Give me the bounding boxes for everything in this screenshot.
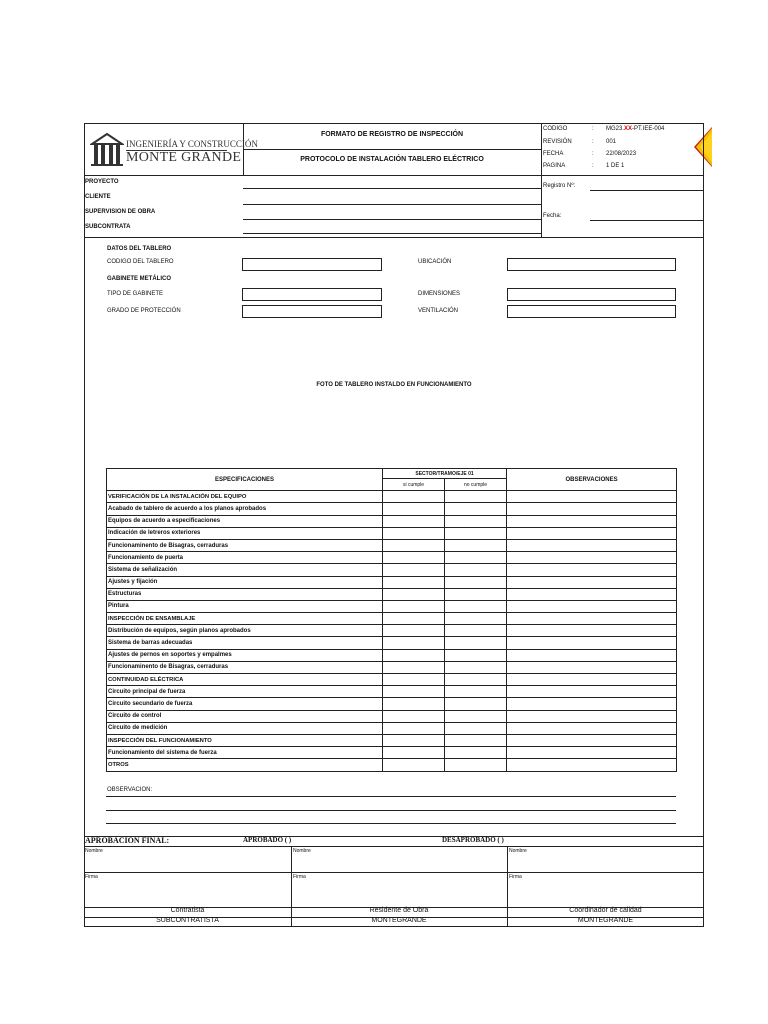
no-cumple-cell[interactable] [445, 491, 507, 503]
aprobado-checkbox[interactable]: APROBADO ( ) [243, 836, 292, 844]
table-row [107, 686, 677, 698]
no-cumple-cell[interactable] [445, 515, 507, 527]
col-no-cumple: no cumple [445, 479, 507, 491]
table-row [107, 710, 677, 722]
table-row [107, 588, 677, 600]
grado-proteccion-input[interactable] [242, 305, 382, 318]
meta-page-value: 1 DE 1 [606, 163, 625, 169]
no-cumple-cell[interactable] [445, 600, 507, 612]
observaciones-cell[interactable] [507, 576, 677, 588]
no-cumple-cell[interactable] [445, 661, 507, 673]
approval-top-rule [84, 836, 704, 837]
fecha-field-line[interactable] [590, 220, 703, 221]
si-cumple-cell[interactable] [383, 759, 445, 771]
table-row [107, 552, 677, 564]
nombre-label-3: Nombre [509, 848, 527, 854]
table-row [107, 515, 677, 527]
si-cumple-cell[interactable] [383, 734, 445, 746]
meta-page-sep: : [592, 163, 594, 169]
checklist-item-label: Circuito de control [107, 710, 383, 722]
observaciones-cell[interactable] [507, 747, 677, 759]
meta-code-value: MG23.XX-PT.IEE-004 [606, 126, 665, 132]
no-cumple-cell[interactable] [445, 576, 507, 588]
no-cumple-cell[interactable] [445, 625, 507, 637]
ubicacion-label: UBICACIÓN [418, 259, 452, 265]
approval-header-rule [84, 846, 704, 847]
table-row [107, 576, 677, 588]
tipo-gabinete-input[interactable] [242, 288, 382, 301]
checklist-item-label: Sistema de señalización [107, 564, 383, 576]
checklist-item-label: VERIFICACIÓN DE LA INSTALACIÓN DEL EQUIPO [107, 491, 383, 503]
ventilacion-input[interactable] [507, 305, 676, 318]
si-cumple-cell[interactable] [383, 625, 445, 637]
no-cumple-cell[interactable] [445, 539, 507, 551]
header-title-divider [243, 149, 541, 150]
col-especificaciones: ESPECIFICACIONES [107, 469, 383, 491]
col-si-cumple: si cumple [383, 479, 445, 491]
checklist-item-label: Ajustes y fijación [107, 576, 383, 588]
checklist-item-label: Circuito secundario de fuerza [107, 698, 383, 710]
checklist-item-label: Equipos de acuerdo a especificaciones [107, 515, 383, 527]
table-row [107, 613, 677, 625]
checklist-item-label: Funcionamiento de puerta [107, 552, 383, 564]
observaciones-cell[interactable] [507, 637, 677, 649]
checklist-item-label: OTROS [107, 759, 383, 771]
meta-date-sep: : [592, 151, 594, 157]
no-cumple-cell[interactable] [445, 674, 507, 686]
checklist-item-label: Circuito principal de fuerza [107, 686, 383, 698]
nombre-label-2: Nombre [293, 848, 311, 854]
si-cumple-cell[interactable] [383, 649, 445, 661]
firma-label-1: Firma [85, 874, 98, 880]
role-residente: Residente de Obra [369, 907, 429, 914]
label-proyecto: PROYECTO [85, 179, 119, 185]
observaciones-cell[interactable] [507, 515, 677, 527]
observaciones-cell[interactable] [507, 491, 677, 503]
si-cumple-cell[interactable] [383, 710, 445, 722]
si-cumple-cell[interactable] [383, 637, 445, 649]
observaciones-cell[interactable] [507, 600, 677, 612]
no-cumple-cell[interactable] [445, 527, 507, 539]
si-cumple-cell[interactable] [383, 539, 445, 551]
org-coordinador: MONTEGRANDE [577, 917, 634, 924]
si-cumple-cell[interactable] [383, 747, 445, 759]
observaciones-cell[interactable] [507, 564, 677, 576]
no-cumple-cell[interactable] [445, 686, 507, 698]
no-cumple-cell[interactable] [445, 734, 507, 746]
checklist-table [106, 468, 677, 772]
project-bottom-rule [84, 237, 704, 238]
no-cumple-cell[interactable] [445, 747, 507, 759]
observaciones-cell[interactable] [507, 625, 677, 637]
table-row [107, 564, 677, 576]
table-row [107, 625, 677, 637]
no-cumple-cell[interactable] [445, 649, 507, 661]
role-contratista: Contratista [170, 907, 205, 914]
col-observaciones: OBSERVACIONES [507, 469, 677, 491]
photo-area-label: FOTO DE TABLERO INSTALDO EN FUNCIONAMIENTO [316, 382, 472, 388]
observacion-label: OBSERVACION: [107, 787, 153, 793]
registro-label: Registro Nº: [543, 183, 576, 189]
si-cumple-cell[interactable] [383, 503, 445, 515]
observaciones-cell[interactable] [507, 710, 677, 722]
fecha-label: Fecha: [543, 213, 562, 219]
observaciones-cell[interactable] [507, 649, 677, 661]
dimensiones-label: DIMENSIONES [418, 291, 461, 297]
firma-label-3: Firma [509, 874, 522, 880]
no-cumple-cell[interactable] [445, 564, 507, 576]
table-row [107, 747, 677, 759]
approval-col-divider-1 [291, 846, 292, 927]
org-subcontratista: SUBCONTRATISTA [156, 917, 219, 924]
table-row [107, 637, 677, 649]
table-row [107, 491, 677, 503]
ventilacion-label: VENTILACIÓN [418, 308, 459, 314]
no-cumple-cell[interactable] [445, 759, 507, 771]
meta-page-label: PAGINA [543, 163, 566, 169]
checklist-item-label: INSPECCIÓN DE ENSAMBLAJE [107, 613, 383, 625]
si-cumple-cell[interactable] [383, 527, 445, 539]
observaciones-cell[interactable] [507, 552, 677, 564]
checklist-item-label: Funcionaminento de Bisagras, cerraduras [107, 661, 383, 673]
table-row [107, 527, 677, 539]
org-residente: MONTEGRANDE [371, 917, 427, 924]
observaciones-cell[interactable] [507, 661, 677, 673]
gabinete-section-title: GABINETE METÁLICO [107, 276, 171, 282]
si-cumple-cell[interactable] [383, 722, 445, 734]
company-name-line2: MONTE GRANDE [126, 150, 242, 165]
checklist-item-label: CONTINUIDAD ELÉCTRICA [107, 674, 383, 686]
table-row [107, 698, 677, 710]
si-cumple-cell[interactable] [383, 661, 445, 673]
observaciones-cell[interactable] [507, 734, 677, 746]
no-cumple-cell[interactable] [445, 710, 507, 722]
si-cumple-cell[interactable] [383, 491, 445, 503]
label-subcontrata: SUBCONTRATA [85, 224, 131, 230]
no-cumple-cell[interactable] [445, 503, 507, 515]
si-cumple-cell[interactable] [383, 515, 445, 527]
header-meta-divider [541, 123, 542, 237]
company-logo-icon [90, 130, 124, 166]
checklist-item-label: Estructuras [107, 588, 383, 600]
meta-code-sep: : [592, 126, 594, 132]
observaciones-cell[interactable] [507, 686, 677, 698]
table-row [107, 503, 677, 515]
supervision-field-line[interactable] [243, 219, 541, 220]
label-supervision: SUPERVISION DE OBRA [85, 209, 156, 215]
label-cliente: CLIENTE [85, 194, 111, 200]
si-cumple-cell[interactable] [383, 686, 445, 698]
meta-revision-value: 001 [606, 139, 617, 145]
nombre-label-1: Nombre [85, 848, 103, 854]
role-coordinador: Coordinador de calidad [569, 907, 642, 914]
checklist-item-label: Distribución de equipos, según planos aprobados [107, 625, 383, 637]
no-cumple-cell[interactable] [445, 722, 507, 734]
grado-proteccion-label: GRADO DE PROTECCIÓN [107, 308, 181, 314]
meta-revision-sep: : [592, 139, 594, 145]
table-row [107, 734, 677, 746]
checklist-item-label: Funcionaminento de Bisagras, cerraduras [107, 539, 383, 551]
checklist-item-label: Acabado de tablero de acuerdo a los planos aprobados [107, 503, 383, 515]
no-cumple-cell[interactable] [445, 637, 507, 649]
observaciones-cell[interactable] [507, 588, 677, 600]
no-cumple-cell[interactable] [445, 698, 507, 710]
meta-code-label: CODIGO [543, 126, 568, 132]
checklist-item-label: Sistema de barras adecuadas [107, 637, 383, 649]
observaciones-cell[interactable] [507, 527, 677, 539]
observaciones-cell[interactable] [507, 722, 677, 734]
meta-revision-label: REVISIÓN [543, 139, 572, 145]
approval-title: APROBACION FINAL: [85, 836, 170, 845]
table-row [107, 759, 677, 771]
ubicacion-input[interactable] [507, 258, 676, 271]
si-cumple-cell[interactable] [383, 674, 445, 686]
company-name-line1: INGENIERÍA Y CONSTRUCCIÓN [126, 139, 258, 149]
desaprobado-checkbox[interactable]: DESAPROBADO ( ) [442, 836, 504, 844]
observaciones-cell[interactable] [507, 698, 677, 710]
col-sector: SECTOR/TRAMO/EJE 01 [383, 469, 507, 479]
table-row [107, 722, 677, 734]
si-cumple-cell[interactable] [383, 600, 445, 612]
no-cumple-cell[interactable] [445, 588, 507, 600]
checklist-item-label: INSPECCIÓN DEL FUNCIONAMIENTO [107, 734, 383, 746]
no-cumple-cell[interactable] [445, 613, 507, 625]
table-row [107, 661, 677, 673]
cliente-field-line[interactable] [243, 204, 541, 205]
meta-date-value: 22/08/2023 [606, 151, 637, 157]
firma-label-2: Firma [293, 874, 306, 880]
approval-name-rule [84, 872, 704, 873]
subcontrata-field-line[interactable] [243, 233, 541, 234]
board-section-title: DATOS DEL TABLERO [107, 246, 172, 252]
header-bottom-rule [84, 175, 704, 176]
observacion-line-3[interactable] [106, 823, 676, 824]
si-cumple-cell[interactable] [383, 613, 445, 625]
form-title: FORMATO DE REGISTRO DE INSPECCIÓN [320, 131, 464, 138]
registro-field-line[interactable] [590, 190, 703, 191]
tipo-gabinete-label: TIPO DE GABINETE [107, 291, 164, 297]
si-cumple-cell[interactable] [383, 564, 445, 576]
table-row [107, 600, 677, 612]
meta-date-label: FECHA [543, 151, 564, 157]
observaciones-cell[interactable] [507, 759, 677, 771]
codigo-tablero-label: CODIGO DEL TABLERO [107, 259, 174, 265]
checklist-item-label: Funcionamiento del sistema de fuerza [107, 747, 383, 759]
observaciones-cell[interactable] [507, 674, 677, 686]
observaciones-cell[interactable] [507, 613, 677, 625]
checklist-item-label: Pintura [107, 600, 383, 612]
codigo-tablero-input[interactable] [242, 258, 382, 271]
proyecto-field-line[interactable] [243, 188, 541, 189]
observacion-line-1[interactable] [106, 796, 676, 797]
checklist-item-label: Indicación de letreros exteriores [107, 527, 383, 539]
si-cumple-cell[interactable] [383, 588, 445, 600]
si-cumple-cell[interactable] [383, 576, 445, 588]
no-cumple-cell[interactable] [445, 552, 507, 564]
approval-col-divider-2 [507, 846, 508, 927]
protocol-title: PROTOCOLO DE INSTALACIÓN TABLERO ELÉCTRICO [300, 156, 484, 163]
table-row [107, 674, 677, 686]
table-row [107, 539, 677, 551]
observaciones-cell[interactable] [507, 503, 677, 515]
si-cumple-cell[interactable] [383, 552, 445, 564]
dimensiones-input[interactable] [507, 288, 676, 301]
observaciones-cell[interactable] [507, 539, 677, 551]
table-row [107, 649, 677, 661]
si-cumple-cell[interactable] [383, 698, 445, 710]
observacion-line-2[interactable] [106, 810, 676, 811]
checklist-item-label: Circuito de medición [107, 722, 383, 734]
checklist-item-label: Ajustes de pernos en soportes y empalmes [107, 649, 383, 661]
